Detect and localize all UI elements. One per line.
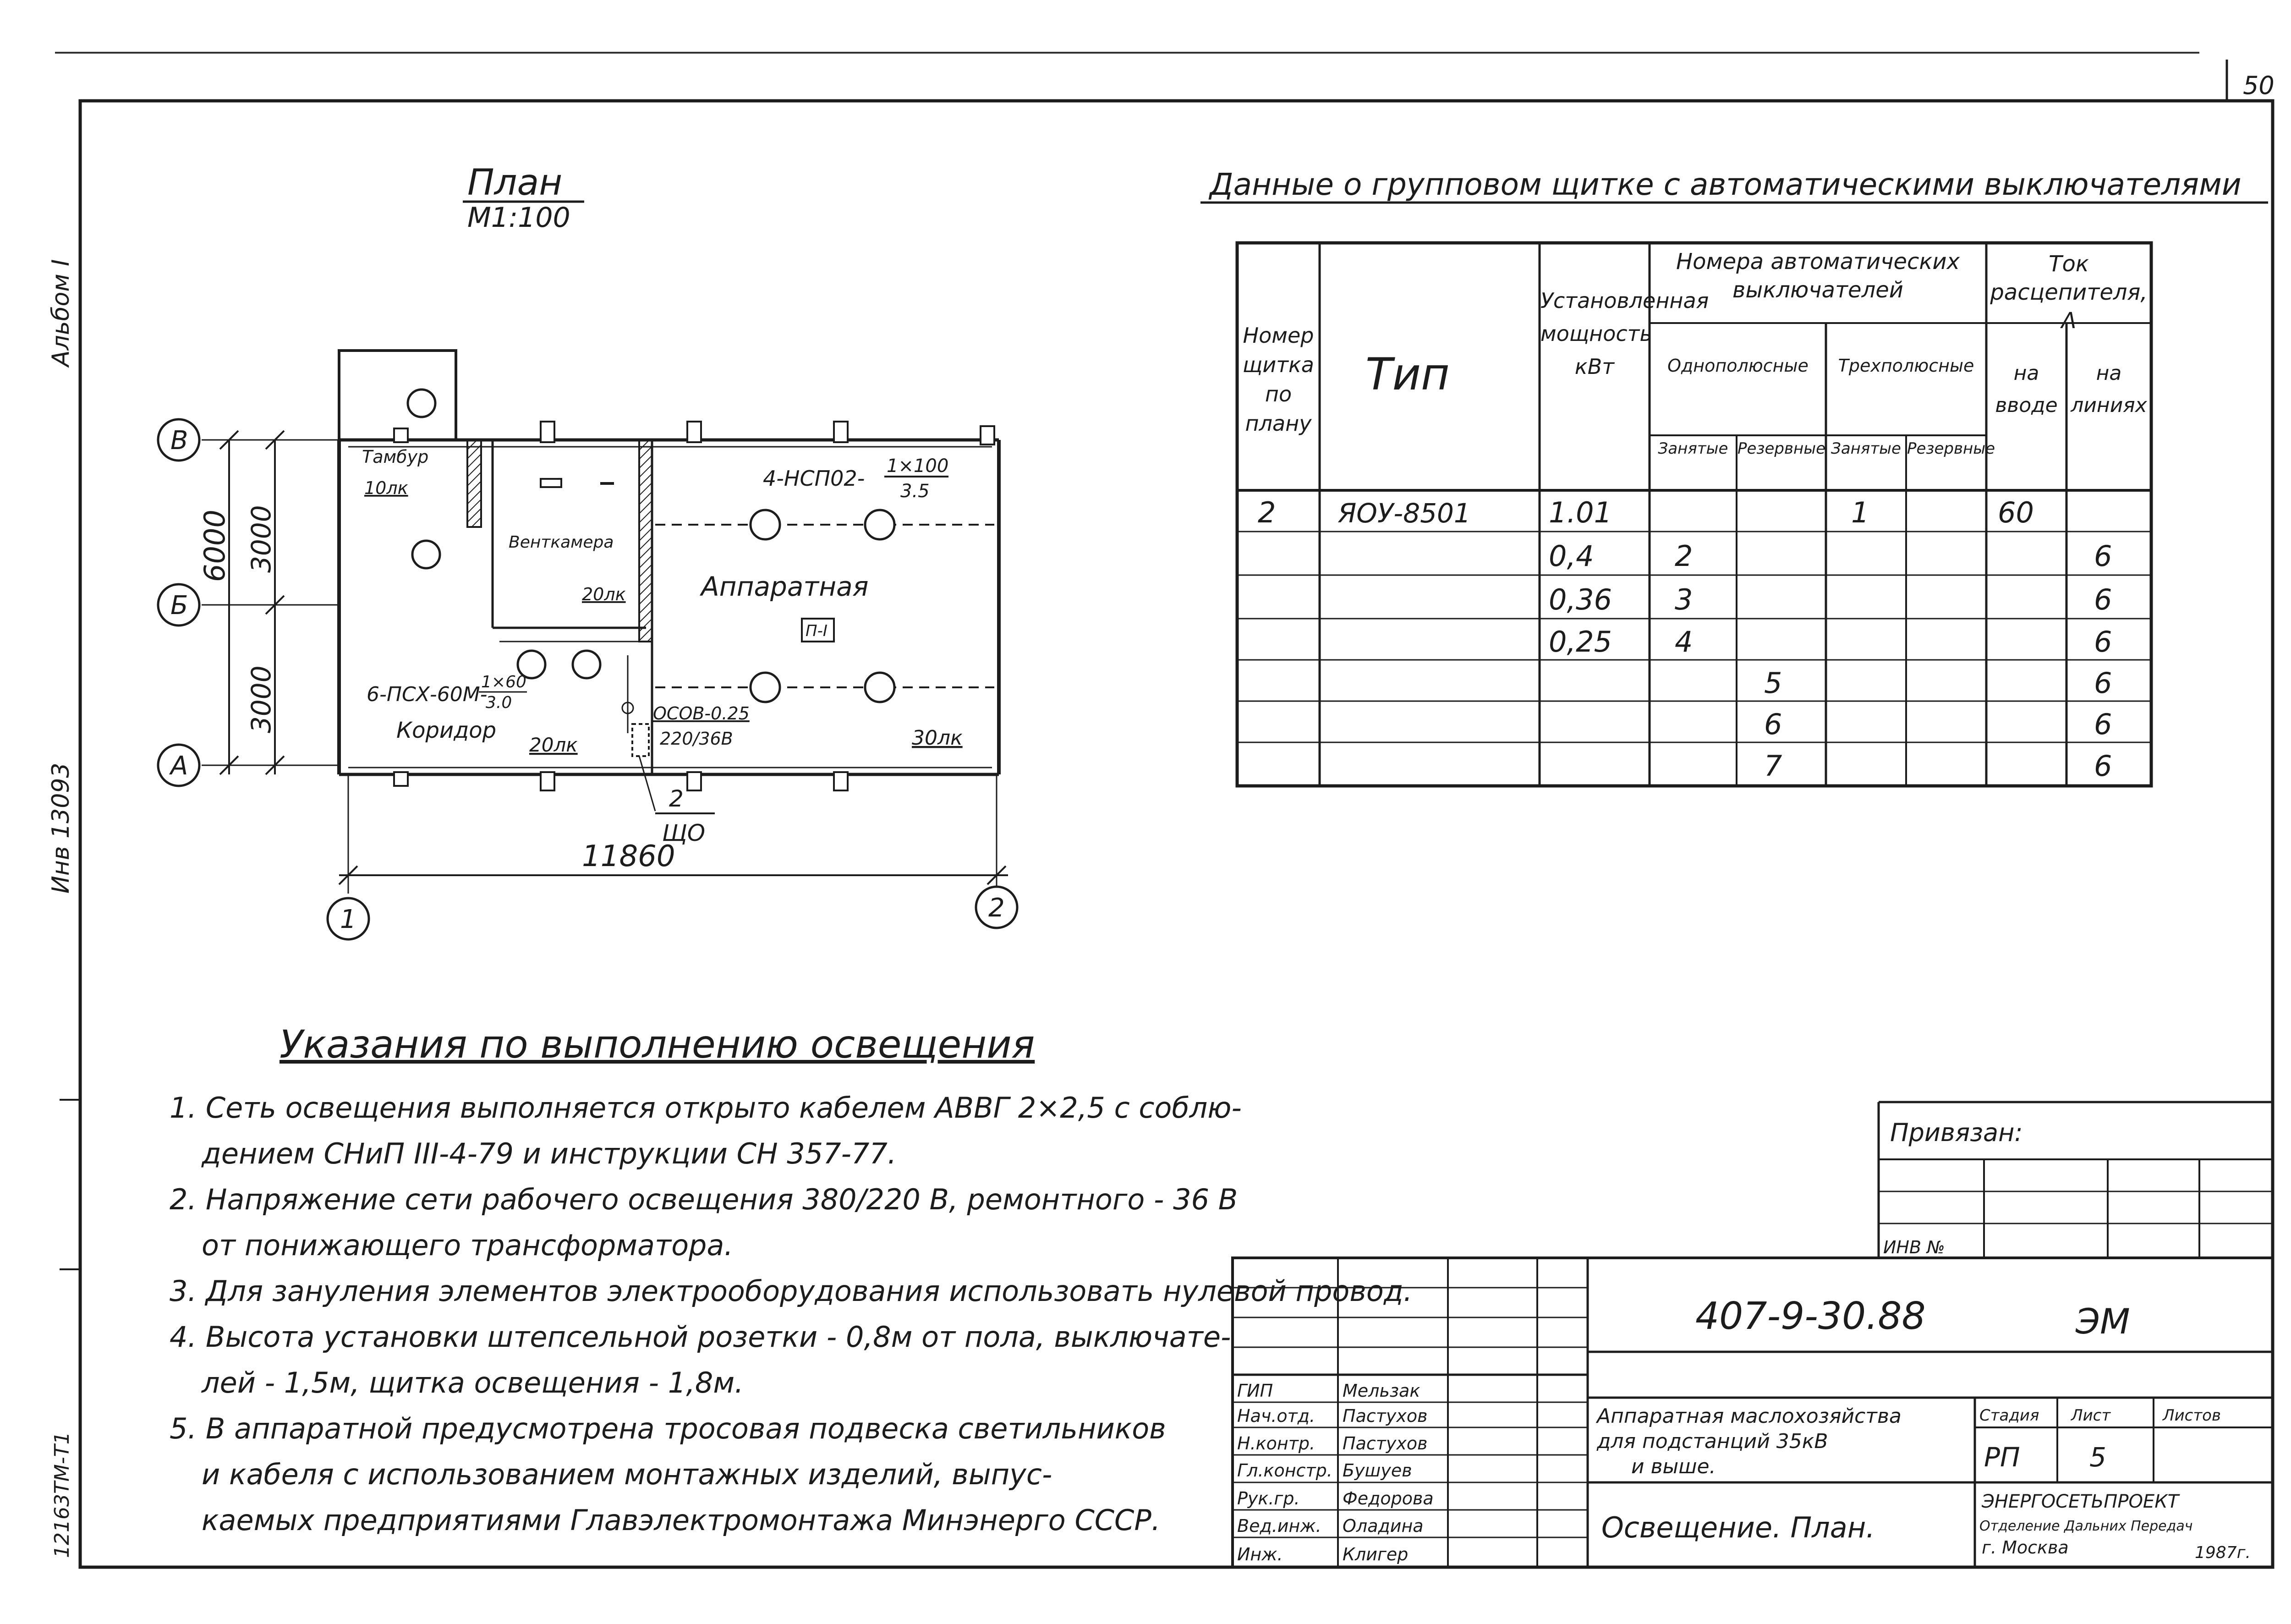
dim-3000-upper: 3000 [246,505,277,573]
sheet-value: 5 [2089,1442,2106,1473]
room-tambur: Тамбур [362,447,429,467]
stamp-role: Вед.инж. [1237,1516,1321,1536]
header-single-reserve: Резервные [1737,439,1826,458]
stamp-role: Гл.констр. [1237,1460,1332,1481]
doc-mark: ЭМ [2076,1301,2130,1342]
cell-lines: 6 [2094,625,2112,658]
cell-single-busy: 3 [1675,583,1693,616]
header-type: Тип [1365,349,1450,400]
cell-number: 2 [1258,496,1276,529]
doc-code: 407-9-30.88 [1695,1295,1926,1338]
room-apparatnaya-lux: 30лк [912,726,963,750]
note-line: от понижающего трансформатора. [202,1229,734,1262]
note-line: 2. Напряжение сети рабочего освещения 380/220 В, ремонтного - 36 В [170,1183,1238,1216]
header-power: Установленная мощность кВт [1540,288,1709,379]
room-ventkamera: Венткамера [509,533,614,552]
album-label: Альбом I [47,259,75,367]
axis-1: 1 [340,905,356,934]
switchboard-table [1200,167,2268,786]
project-line-3: и выше. [1631,1455,1716,1478]
header-single-busy: Занятые [1658,439,1728,458]
lamp-a-prefix: 4-НСП02- [763,466,865,491]
panel-type: ЩО [662,820,706,846]
stamp-name: Оладина [1343,1516,1424,1536]
stamp-name: Мельзак [1343,1381,1420,1401]
note-line: 3. Для зануления элементов электрооборудования использовать нулевой провод. [170,1274,1413,1308]
stage-label: Стадия [1979,1406,2039,1425]
header-triple-pole: Трехполюсные [1838,356,1974,376]
stamp-year: 1987г. [2195,1543,2251,1562]
stamp-role: Рук.гр. [1237,1488,1300,1509]
stamp-name: Пастухов [1343,1433,1428,1454]
floor-plan [158,162,1017,939]
plan-scale: М1:100 [467,202,570,234]
cell-single-reserve: 5 [1764,666,1782,700]
stamp-role: ГИП [1237,1381,1273,1401]
cell-power: 0,36 [1549,583,1612,616]
dim-3000-lower: 3000 [246,665,277,733]
cell-type: ЯОУ-8501 [1338,498,1471,529]
axis-a: А [170,751,188,781]
org-name: ЭНЕРГОСЕТЬПРОЕКТ [1982,1491,2179,1512]
stamp-name: Бушуев [1343,1460,1412,1481]
room-tambur-lux: 10лк [364,478,408,498]
panel-number: 2 [669,785,684,812]
lamp-b-den: 3.0 [486,693,512,712]
cell-lines: 6 [2094,708,2112,741]
lamp-a-den: 3.5 [900,481,930,502]
cell-lines: 6 [2094,539,2112,573]
cell-single-busy: 2 [1675,539,1693,573]
cell-single-busy: 4 [1675,625,1693,658]
inv-number-label: ИНВ № [1883,1237,1945,1257]
note-line: 1. Сеть освещения выполняется открыто кабелем АВВГ 2×2,5 с соблю- [170,1091,1242,1125]
privyazan-label: Привязан: [1890,1118,2023,1147]
cell-lines: 6 [2094,666,2112,700]
note-line: 4. Высота установки штепсельной розетки - 0,8м от пола, выключате- [170,1320,1231,1354]
table-title: Данные о групповом щитке с автоматическими выключателями [1210,167,2242,202]
lamp-a-num: 1×100 [887,455,949,477]
lamp-b-num: 1×60 [481,673,526,691]
cell-triple-busy: 1 [1851,496,1869,529]
sheet-title: Освещение. План. [1601,1511,1875,1544]
room-pi-marker: П-I [806,622,828,640]
header-lines: на линиях [2071,362,2147,417]
plan-title: План [467,162,563,203]
room-koridor: Коридор [396,718,497,743]
cell-power: 0,4 [1549,539,1594,573]
cell-input: 60 [1998,496,2034,529]
stamp-role: Нач.отд. [1237,1406,1315,1426]
margin-code: 12163ТМ-Т1 [50,1432,74,1558]
org-department: Отделение Дальних Передач [1979,1518,2193,1534]
stamp-name: Клигер [1343,1544,1409,1564]
lamp-b-prefix: 6-ПСХ-60М- [367,683,488,706]
room-apparatnaya: Аппаратная [701,571,869,602]
sheets-label: Листов [2163,1406,2221,1425]
project-line-1: Аппаратная маслохозяйства [1597,1405,1902,1428]
cell-lines: 6 [2094,749,2112,783]
room-ventkamera-lux: 20лк [582,584,626,604]
note-line: 5. В аппаратной предусмотрена тросовая подвеска светильников [170,1412,1166,1445]
inv-label: Инв 13093 [47,763,75,894]
axis-2: 2 [988,893,1005,923]
header-number: Номер щитка по плану [1243,323,1314,436]
axis-b: Б [170,591,188,620]
stamp-name: Федорова [1343,1488,1434,1509]
cell-single-reserve: 6 [1764,708,1782,741]
header-triple-busy: Занятые [1831,439,1901,458]
transformer-type: ОСОВ-0.25 [653,703,750,724]
sheet-label: Лист [2071,1406,2111,1425]
cell-power: 0,25 [1549,625,1612,658]
table-body [1258,496,2112,783]
stage-value: РП [1984,1442,2020,1473]
project-line-2: для подстанций 35кВ [1597,1430,1828,1453]
header-input: на вводе [1995,362,2058,417]
axis-v: В [170,426,188,455]
cell-lines: 6 [2094,583,2112,616]
org-city: г. Москва [1982,1537,2069,1558]
stamp-role: Н.контр. [1237,1433,1315,1454]
dim-11860: 11860 [582,839,675,873]
transformer-voltage: 220/36В [660,729,733,749]
header-single-pole: Однополюсные [1667,356,1809,376]
note-line: дением СНиП III-4-79 и инструкции СН 357-77. [202,1137,897,1170]
notes-title: Указания по выполнению освещения [280,1022,1035,1067]
note-line: каемых предприятиями Главэлектромонтажа Минэнерго СССР. [202,1503,1161,1537]
note-line: и кабеля с использованием монтажных изделий, выпус- [202,1458,1052,1491]
cell-single-reserve: 7 [1764,749,1782,783]
privyazan-block [1879,1102,2273,1258]
header-switches: Номера автоматических выключателей [1676,249,1960,303]
room-koridor-lux: 20лк [529,734,578,756]
page-number: 50 [2243,71,2275,100]
header-triple-reserve: Резервные [1907,439,1995,458]
cell-power: 1.01 [1549,496,1612,529]
dim-6000: 6000 [198,510,231,582]
note-line: лей - 1,5м, щитка освещения - 1,8м. [202,1366,744,1399]
stamp-name: Пастухов [1343,1406,1428,1426]
stamp-role: Инж. [1237,1544,1283,1564]
header-current: Ток расцепителя, А [1990,251,2148,334]
